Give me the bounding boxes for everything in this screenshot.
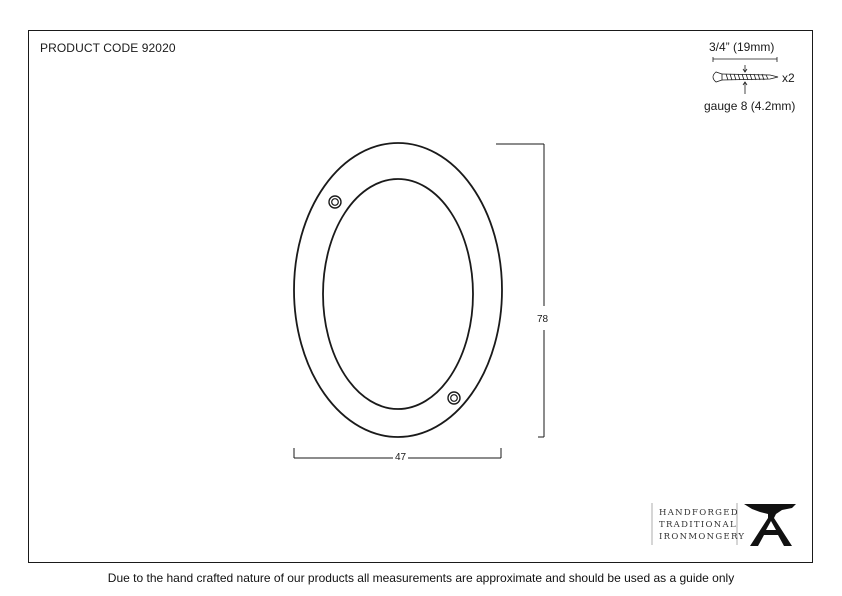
- width-dimension-label: 47: [395, 452, 407, 463]
- screw-hole-top: [329, 196, 341, 208]
- screw-length-label: 3/4” (19mm): [709, 40, 775, 54]
- screw-hole-bottom: [448, 392, 460, 404]
- screw-quantity-label: x2: [782, 71, 795, 85]
- height-dimension-label: 78: [537, 314, 549, 325]
- anvil-logo-icon: [744, 504, 796, 546]
- product-code-label: PRODUCT CODE 92020: [40, 41, 176, 55]
- outer-oval-outline: [294, 143, 502, 437]
- height-dimension-line: [496, 144, 544, 437]
- measurement-disclaimer: Due to the hand crafted nature of our products all measurements are approximate and should be used as a guide only: [107, 571, 735, 585]
- brand-line-2: TRADITIONAL: [659, 520, 737, 530]
- brand-line-1: HANDFORGED: [659, 508, 739, 518]
- screw-icon: [713, 57, 778, 94]
- brand-line-3: IRONMONGERY: [659, 532, 746, 542]
- screw-gauge-label: gauge 8 (4.2mm): [704, 99, 796, 113]
- brand-wordmark: [659, 507, 745, 543]
- inner-oval-outline: [323, 179, 473, 409]
